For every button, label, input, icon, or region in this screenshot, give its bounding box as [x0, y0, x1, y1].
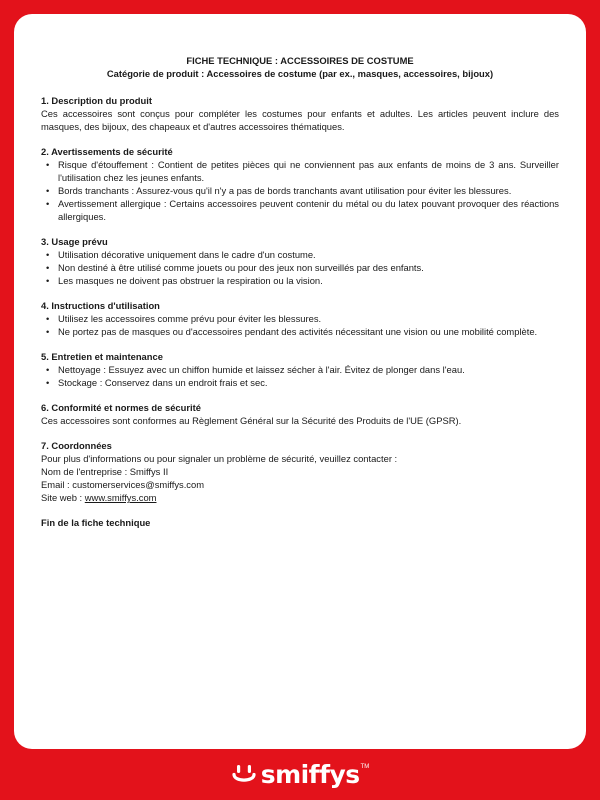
bullet-list — [41, 363, 559, 389]
data-sheet — [14, 14, 586, 749]
list-item — [46, 274, 559, 287]
list-item-text: Utilisation décorative uniquement dans le cadre d'un costume. — [58, 249, 316, 260]
section-product-description — [41, 94, 559, 133]
trademark-mark: TM — [360, 763, 370, 770]
document-title: FICHE TECHNIQUE : ACCESSOIRES DE COSTUME — [186, 55, 414, 66]
list-item — [46, 363, 559, 376]
bullet-icon: • — [46, 198, 50, 209]
list-item-text: Utilisez les accessoires comme prévu pour éviter les blessures. — [58, 313, 322, 324]
bullet-icon: • — [46, 275, 50, 286]
list-item-text: Risque d'étouffement : Contient de petites pièces qui ne conviennent pas aux enfants de moins de 3 ans. Surveiller l'utilisation chez les jeunes enfants. — [58, 159, 559, 183]
section-care-maintenance — [41, 350, 559, 389]
website-line — [41, 491, 559, 504]
bullet-icon: • — [46, 326, 50, 337]
section-usage-instructions — [41, 299, 559, 338]
list-item — [46, 248, 559, 261]
footer — [0, 749, 600, 800]
bullet-icon: • — [46, 364, 50, 375]
brand-logo — [231, 759, 370, 789]
list-item-text: Les masques ne doivent pas obstruer la respiration ou la vision. — [58, 275, 323, 286]
section-compliance — [41, 401, 559, 427]
list-item — [46, 376, 559, 389]
section-heading: 4. Instructions d'utilisation — [41, 300, 160, 311]
list-item — [46, 158, 559, 184]
contact-email: Email : customerservices@smiffys.com — [41, 479, 205, 490]
list-item-text: Nettoyage : Essuyez avec un chiffon humide et laissez sécher à l'air. Évitez de plonger dans l'eau. — [58, 364, 465, 375]
bullet-list — [41, 312, 559, 338]
bullet-list — [41, 248, 559, 287]
smile-icon — [231, 762, 257, 788]
company-name: Nom de l'entreprise : Smiffys II — [41, 466, 169, 477]
section-heading: 6. Conformité et normes de sécurité — [41, 402, 201, 413]
bullet-icon: • — [46, 159, 50, 170]
section-heading: 1. Description du produit — [41, 95, 152, 106]
document-subtitle: Catégorie de produit : Accessoires de costume (par ex., masques, accessoires, bijoux) — [106, 68, 494, 79]
section-paragraph: Ces accessoires sont conçus pour compléter les costumes pour enfants et adultes. Les articles peuvent inclure des masques, des bijoux, des chapeaux et d'autres accessoires thématiques. — [41, 108, 559, 132]
bullet-icon: • — [46, 313, 50, 324]
bullet-icon: • — [46, 377, 50, 388]
section-heading: 2. Avertissements de sécurité — [41, 146, 173, 157]
list-item — [46, 325, 559, 338]
list-item — [46, 197, 559, 223]
bullet-icon: • — [46, 262, 50, 273]
website-prefix: Site web : — [41, 492, 85, 503]
list-item — [46, 261, 559, 274]
end-note: Fin de la fiche technique — [41, 517, 151, 528]
list-item — [46, 184, 559, 197]
contact-intro: Pour plus d'informations ou pour signaler un problème de sécurité, veuillez contacter : — [41, 453, 398, 464]
logo-wordmark: smiffys — [260, 759, 360, 789]
list-item-text: Bords tranchants : Assurez-vous qu'il n'y a pas de bords tranchants avant utilisation pour éviter les blessures. — [58, 185, 512, 196]
section-paragraph: Ces accessoires sont conformes au Règlement Général sur la Sécurité des Produits de l'UE (GPSR). — [41, 415, 462, 426]
bullet-list — [41, 158, 559, 223]
section-safety-warnings — [41, 145, 559, 223]
section-contact — [41, 439, 559, 504]
section-heading: 5. Entretien et maintenance — [41, 351, 163, 362]
section-intended-use — [41, 235, 559, 287]
list-item-text: Ne portez pas de masques ou d'accessoires pendant des activités nécessitant une vision ou une mobilité complète. — [58, 326, 538, 337]
website-link[interactable]: www.smiffys.com — [84, 492, 157, 503]
section-heading: 3. Usage prévu — [41, 236, 108, 247]
list-item-text: Stockage : Conservez dans un endroit frais et sec. — [58, 377, 268, 388]
section-heading: 7. Coordonnées — [41, 440, 112, 451]
list-item-text: Avertissement allergique : Certains accessoires peuvent contenir du métal ou du latex pouvant provoquer des réactions allergiques. — [58, 198, 559, 222]
list-item-text: Non destiné à être utilisé comme jouets ou pour des jeux non surveillés par des enfants. — [58, 262, 424, 273]
bullet-icon: • — [46, 249, 50, 260]
list-item — [46, 312, 559, 325]
bullet-icon: • — [46, 185, 50, 196]
